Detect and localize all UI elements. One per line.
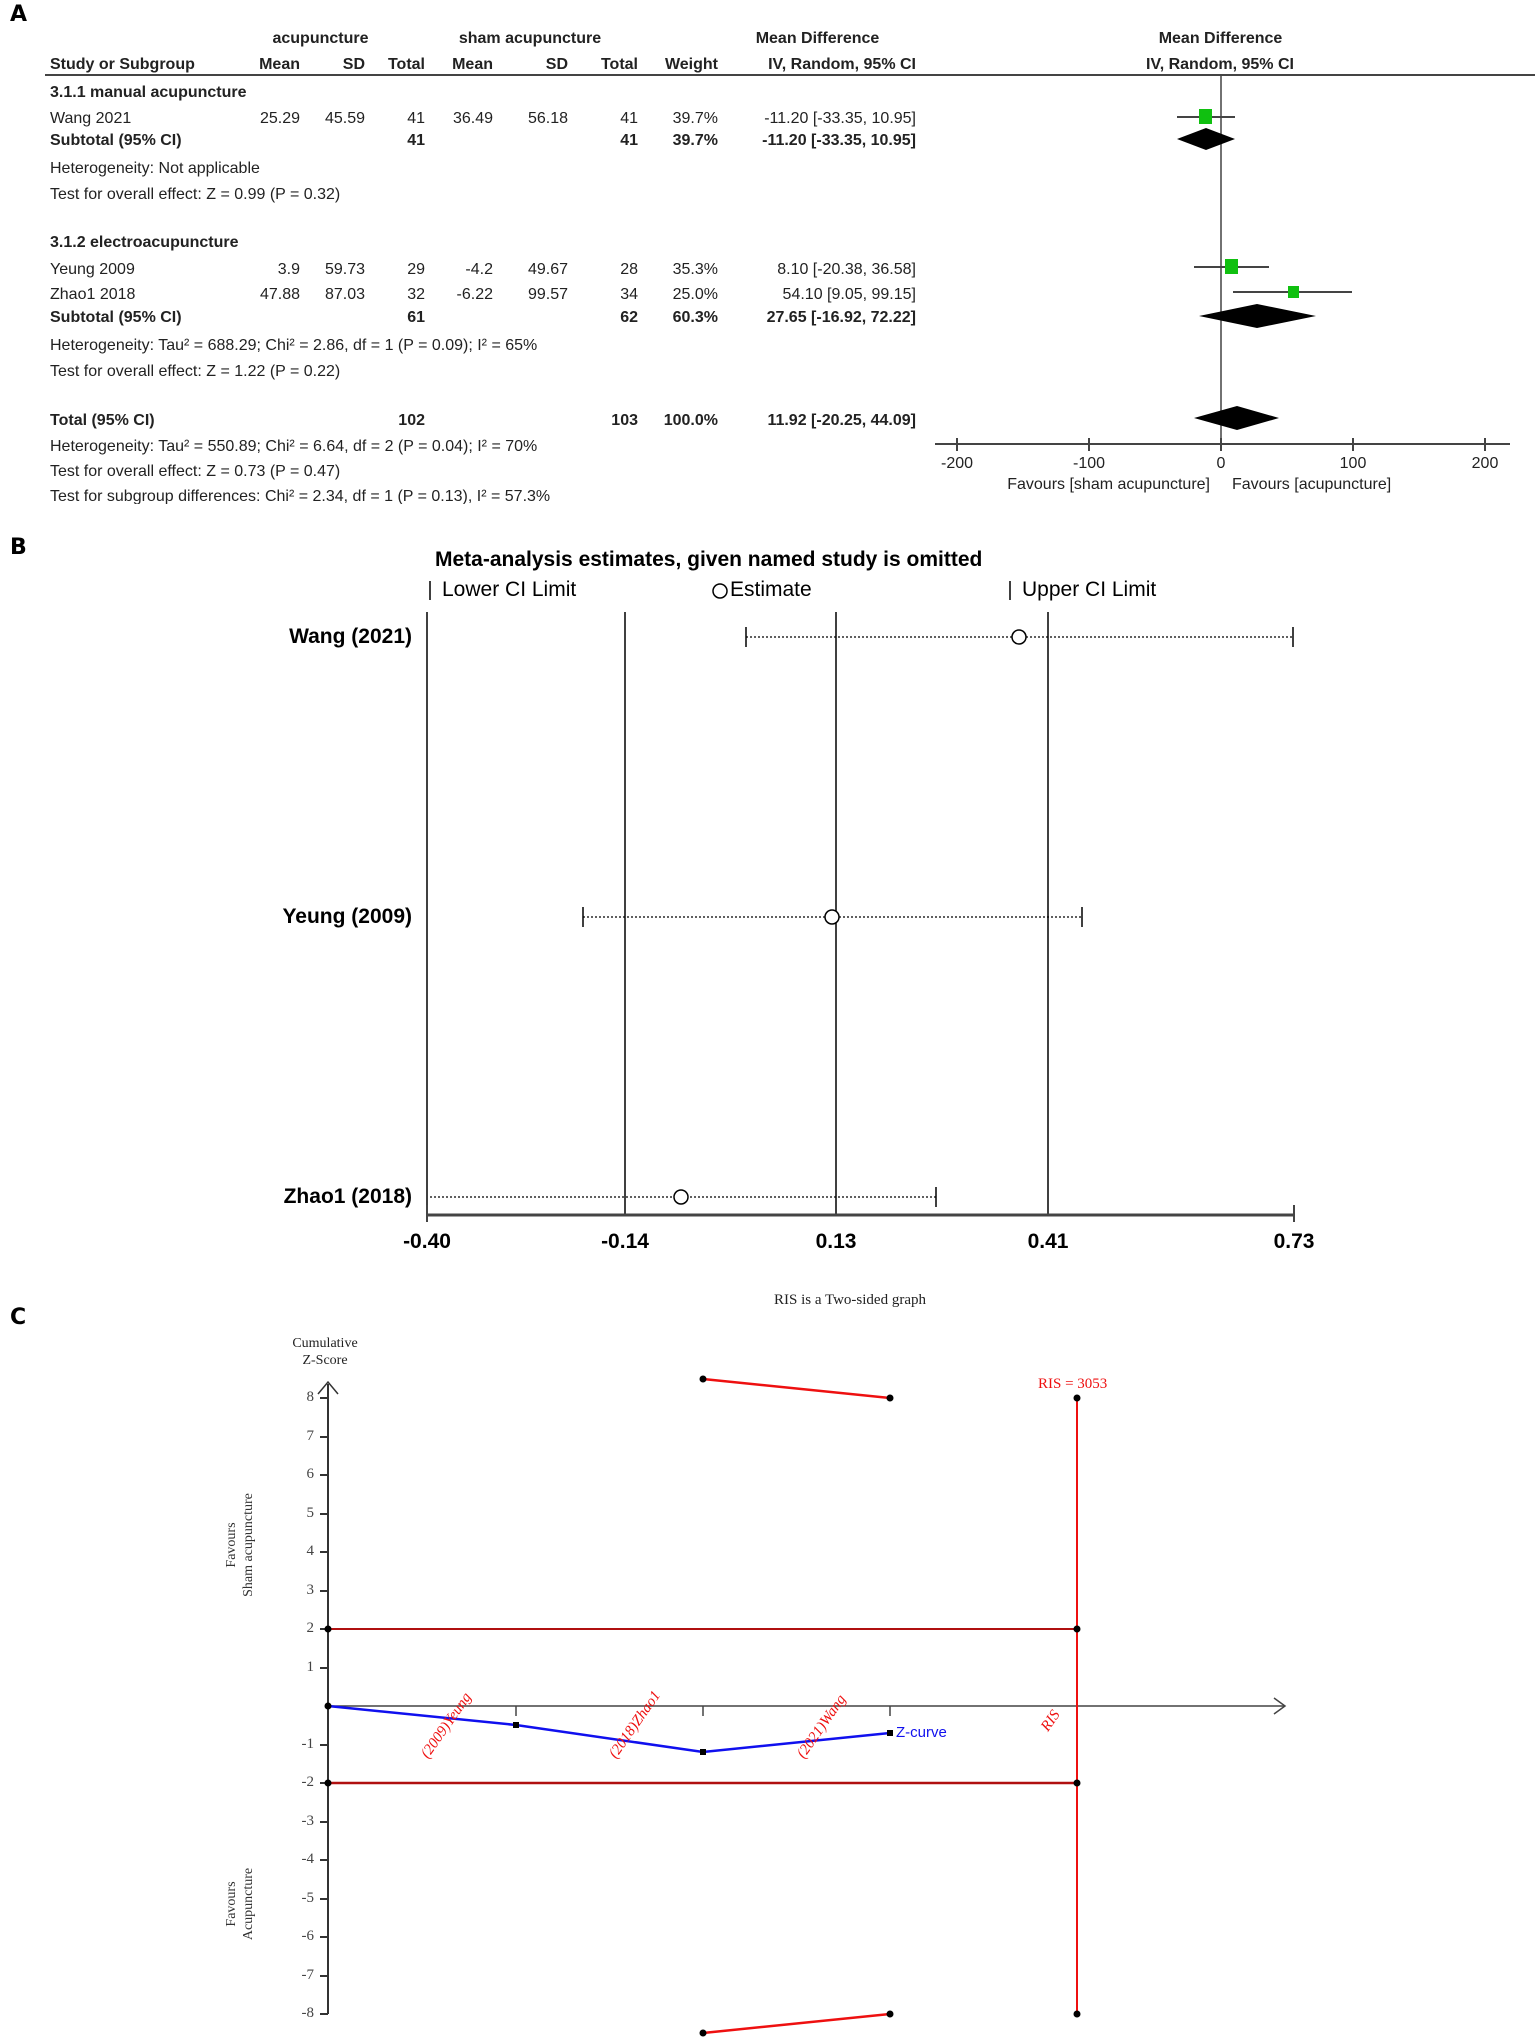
s-mean: -6.22 [456, 286, 493, 303]
heterogeneity-2: Heterogeneity: Tau² = 688.29; Chi² = 2.86, df = 1 (P = 0.09); I² = 65% [50, 337, 538, 354]
col-s-mean: Mean [452, 56, 493, 73]
panel-c-letter: C [10, 1305, 27, 1330]
study-label-yeung: Yeung (2009) [282, 905, 412, 928]
ci: 11.92 [-20.25, 44.09] [767, 412, 916, 429]
weight: 25.0% [672, 286, 718, 303]
axis-tick-label: 0.13 [815, 1230, 857, 1253]
a-mean: 25.29 [259, 110, 300, 127]
a-mean: 3.9 [277, 261, 300, 278]
group-header-md-left: Mean Difference [755, 30, 880, 47]
y-tick: -7 [301, 1967, 314, 1983]
panel-a-letter: A [10, 2, 28, 27]
subtotal-label: Subtotal (95% CI) [50, 309, 182, 326]
favours-bottom-line1: Favours [224, 1881, 239, 1927]
axis-tick-label: 200 [1471, 455, 1499, 472]
col-s-sd: SD [545, 56, 568, 73]
y-tick: -4 [301, 1851, 314, 1867]
y-tick: -8 [301, 2005, 314, 2021]
x-label-ris: RIS [1038, 1707, 1064, 1735]
a-mean: 47.88 [259, 286, 300, 303]
y-tick: 8 [306, 1389, 314, 1405]
y-tick: 6 [306, 1466, 314, 1482]
y-tick: -1 [301, 1736, 314, 1752]
a-total: 41 [407, 110, 425, 127]
total-overall-effect: Test for overall effect: Z = 0.73 (P = 0.47) [50, 463, 341, 480]
legend-upper-ci: Upper CI Limit [1022, 578, 1157, 601]
col-s-total: Total [600, 56, 638, 73]
y-axis-label-2: Z-Score [302, 1353, 348, 1368]
s-total: 28 [620, 261, 638, 278]
axis-tick-label: 0 [1216, 455, 1226, 472]
axis-tick-label: -0.14 [601, 1230, 649, 1253]
a-sd: 59.73 [324, 261, 365, 278]
s-sd: 56.18 [527, 110, 568, 127]
y-tick: -2 [301, 1774, 314, 1790]
study-name: Wang 2021 [50, 110, 132, 127]
favours-top-line2: Sham acupuncture [241, 1493, 256, 1597]
favours-sham-label: Favours [sham acupuncture] [1007, 476, 1210, 493]
panel-b-letter: B [10, 535, 27, 560]
total-heterogeneity: Heterogeneity: Tau² = 550.89; Chi² = 6.64, df = 2 (P = 0.04); I² = 70% [50, 438, 538, 455]
y-tick: 2 [306, 1620, 314, 1636]
subtotal-label: Subtotal (95% CI) [50, 132, 182, 149]
axis-tick-label: 0.41 [1027, 1230, 1069, 1253]
ci: -11.20 [-33.35, 10.95] [764, 110, 916, 127]
a-sd: 87.03 [324, 286, 365, 303]
axis-tick-label: 100 [1339, 455, 1367, 472]
weight: 100.0% [663, 412, 718, 429]
overall-effect-2: Test for overall effect: Z = 1.22 (P = 0.22) [50, 363, 341, 380]
s-total: 34 [620, 286, 638, 303]
ci: 8.10 [-20.38, 36.58] [777, 261, 916, 278]
col-ci: IV, Random, 95% CI [768, 56, 916, 73]
group-header-acupuncture: acupuncture [272, 30, 369, 47]
y-tick: 4 [306, 1543, 314, 1559]
y-tick: 5 [306, 1505, 314, 1521]
ci: -11.20 [-33.35, 10.95] [762, 132, 916, 149]
s-total: 41 [620, 132, 638, 149]
study-label-wang: Wang (2021) [289, 625, 412, 648]
y-axis-label-1: Cumulative [292, 1336, 358, 1351]
sensitivity-title: Meta-analysis estimates, given named study is omitted [435, 548, 983, 571]
study-name: Zhao1 2018 [50, 286, 136, 303]
overall-effect-1: Test for overall effect: Z = 0.99 (P = 0.32) [50, 186, 341, 203]
a-total: 61 [407, 309, 425, 326]
ci: 27.65 [-16.92, 72.22] [766, 309, 916, 326]
x-label-zhao1: (2018)Zhao1 [606, 1688, 665, 1762]
total-label: Total (95% CI) [50, 412, 155, 429]
favours-acupuncture-label: Favours [acupuncture] [1232, 476, 1392, 493]
axis-tick-label: -0.40 [403, 1230, 451, 1253]
legend-lower-ci: Lower CI Limit [442, 578, 577, 601]
s-sd: 49.67 [527, 261, 568, 278]
col-a-sd: SD [342, 56, 365, 73]
study-label-zhao1: Zhao1 (2018) [283, 1185, 412, 1208]
col-study: Study or Subgroup [50, 56, 195, 73]
heterogeneity-1: Heterogeneity: Not applicable [50, 160, 260, 177]
col-weight: Weight [664, 56, 718, 73]
ci: 54.10 [9.05, 99.15] [782, 286, 916, 303]
axis-tick-label: 0.73 [1273, 1230, 1315, 1253]
x-label-yeung: (2009)Yeung [418, 1689, 475, 1762]
a-total: 41 [407, 132, 425, 149]
favours-top-line1: Favours [224, 1522, 239, 1568]
y-tick: -5 [301, 1890, 314, 1906]
a-total: 102 [398, 412, 425, 429]
favours-sham-vertical [223, 1455, 257, 1635]
favours-acupuncture-vertical [223, 1814, 257, 1994]
weight: 39.7% [672, 110, 718, 127]
group-header-sham: sham acupuncture [458, 30, 602, 47]
group-header-md-right: Mean Difference [1158, 30, 1283, 47]
col-a-mean: Mean [259, 56, 300, 73]
a-sd: 45.59 [324, 110, 365, 127]
weight: 35.3% [672, 261, 718, 278]
y-tick: 7 [306, 1428, 314, 1444]
s-mean: -4.2 [465, 261, 493, 278]
z-curve-label: Z-curve [896, 1724, 947, 1741]
a-total: 32 [407, 286, 425, 303]
weight: 39.7% [672, 132, 718, 149]
subgroup2-title: 3.1.2 electroacupuncture [50, 234, 239, 251]
ris-label: RIS = 3053 [1038, 1376, 1108, 1392]
s-total: 41 [620, 110, 638, 127]
s-total: 62 [620, 309, 638, 326]
y-tick: 1 [306, 1659, 314, 1675]
a-total: 29 [407, 261, 425, 278]
subgroup1-title: 3.1.1 manual acupuncture [50, 84, 247, 101]
y-tick: -3 [301, 1813, 314, 1829]
x-label-wang: (2021)Wang [794, 1691, 850, 1762]
s-total: 103 [611, 412, 638, 429]
study-name: Yeung 2009 [50, 261, 135, 278]
axis-tick-label: -200 [940, 455, 974, 472]
legend-estimate: Estimate [730, 578, 812, 601]
y-tick: 3 [306, 1582, 314, 1598]
tsa-title: RIS is a Two-sided graph [774, 1292, 926, 1308]
weight: 60.3% [672, 309, 718, 326]
s-mean: 36.49 [452, 110, 493, 127]
axis-tick-label: -100 [1072, 455, 1106, 472]
favours-bottom-line2: Acupuncture [241, 1867, 256, 1941]
subgroup-differences: Test for subgroup differences: Chi² = 2.34, df = 1 (P = 0.13), I² = 57.3% [50, 488, 551, 504]
y-tick: -6 [301, 1928, 314, 1944]
col-ci-plot: IV, Random, 95% CI [1146, 56, 1294, 73]
s-sd: 99.57 [527, 286, 568, 303]
col-a-total: Total [387, 56, 425, 73]
